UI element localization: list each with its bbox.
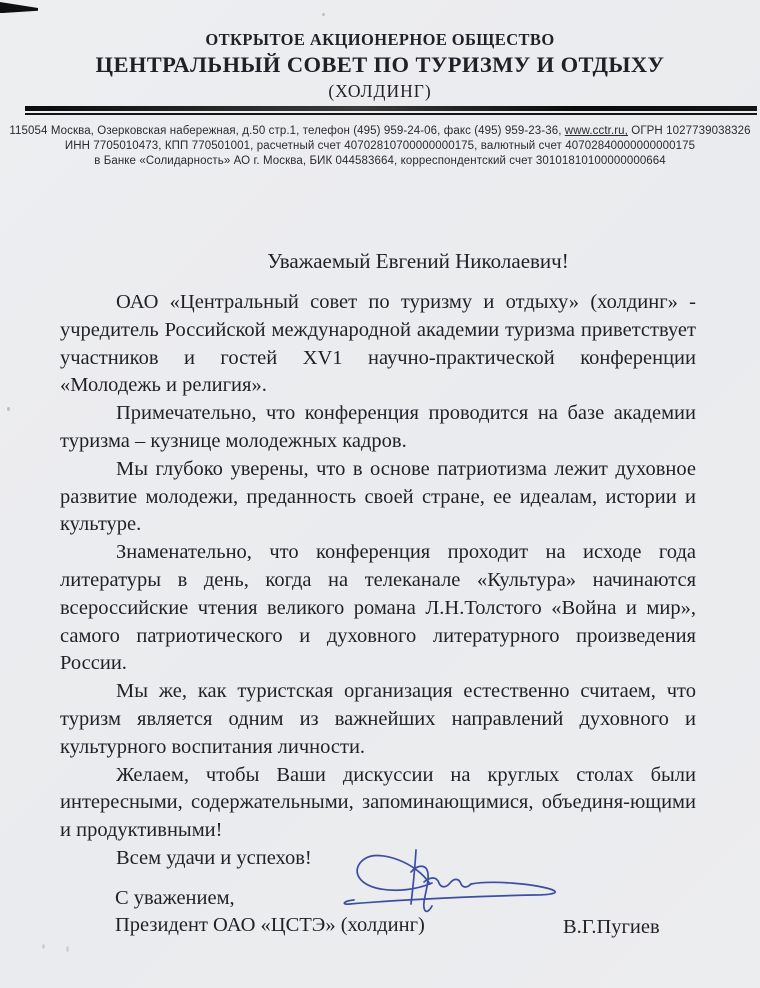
divider-thin-rule <box>25 113 757 115</box>
contact-address: 115054 Москва, Озерковская набережная, д.50 стр.1, телефон (495) 959-24-06, факс (495) 959-23-36, <box>9 125 565 137</box>
letterhead-divider <box>25 106 757 115</box>
signer-title: Президент ОАО «ЦСТЭ» (холдинг) <box>115 914 425 937</box>
website-link[interactable]: www.cctr.ru, <box>564 125 628 137</box>
letter-paragraph: Мы же, как туристская организация естественно считаем, что туризм является одним из важнейших направлений духовного и культурного воспитания личности. <box>60 680 696 758</box>
handwritten-signature <box>328 842 568 927</box>
letterhead <box>0 0 760 102</box>
letter-paragraph: Всем удачи и успехов! <box>116 846 312 869</box>
scan-speck <box>322 13 325 16</box>
contact-line-1 <box>0 124 760 139</box>
signer-name: В.Г.Пугиев <box>563 915 660 938</box>
org-suffix-line: (ХОЛДИНГ) <box>328 81 432 101</box>
letter-body <box>60 289 696 873</box>
contact-line-2: ИНН 7705010473, КПП 770501001, расчетный счет 40702810700000000175, валютный счет 40702840000000000175 <box>64 140 696 152</box>
letter-paragraph: Мы глубоко уверены, что в основе патриотизма лежит духовное развитие молодежи, преданность своей стране, ее идеалам, истории и культуре. <box>60 457 696 536</box>
org-type-line: ОТКРЫТОЕ АКЦИОНЕРНОЕ ОБЩЕСТВО <box>205 30 555 49</box>
scan-speck <box>42 944 45 949</box>
letter-paragraph: ОАО «Центральный совет по туризму и отдыху» (холдинг» - учредитель Российской международной академии туризма приветствует участников и гостей XV1 научно-практической конференции «Молодежь и религия». <box>60 291 696 397</box>
closing-regards: С уважением, <box>115 886 235 909</box>
scan-speck <box>66 946 69 952</box>
salutation: Уважаемый Евгений Николаевич! <box>267 249 569 273</box>
divider-thick-rule <box>25 106 757 111</box>
letterhead-contact-block <box>0 124 760 169</box>
letter-paragraph: Желаем, чтобы Ваши дискуссии на круглых столах были интересными, содержательными, запоминающимися, объединя-ющими и продуктивными! <box>60 763 696 842</box>
contact-ogrn: ОГРН 1027739038326 <box>627 125 751 137</box>
org-name-title: ЦЕНТРАЛЬНЫЙ СОВЕТ ПО ТУРИЗМУ И ОТДЫХУ <box>95 52 665 77</box>
letter-paragraph: Знаменательно, что конференция проходит на исходе года литературы в день, когда на телеканале «Культура» начинаются всероссийские чтения великого романа Л.Н.Толстого «Война и мир», самого патриотического и духовного литературного произведения России. <box>60 541 696 675</box>
letter-paragraph: Примечательно, что конференция проводится на базе академии туризма – кузнице молодежных кадров. <box>60 402 696 452</box>
contact-line-3: в Банке «Солидарность» АО г. Москва, БИК 044583664, корреспондентский счет 30101810100000000664 <box>94 155 666 167</box>
scan-speck <box>7 407 10 411</box>
